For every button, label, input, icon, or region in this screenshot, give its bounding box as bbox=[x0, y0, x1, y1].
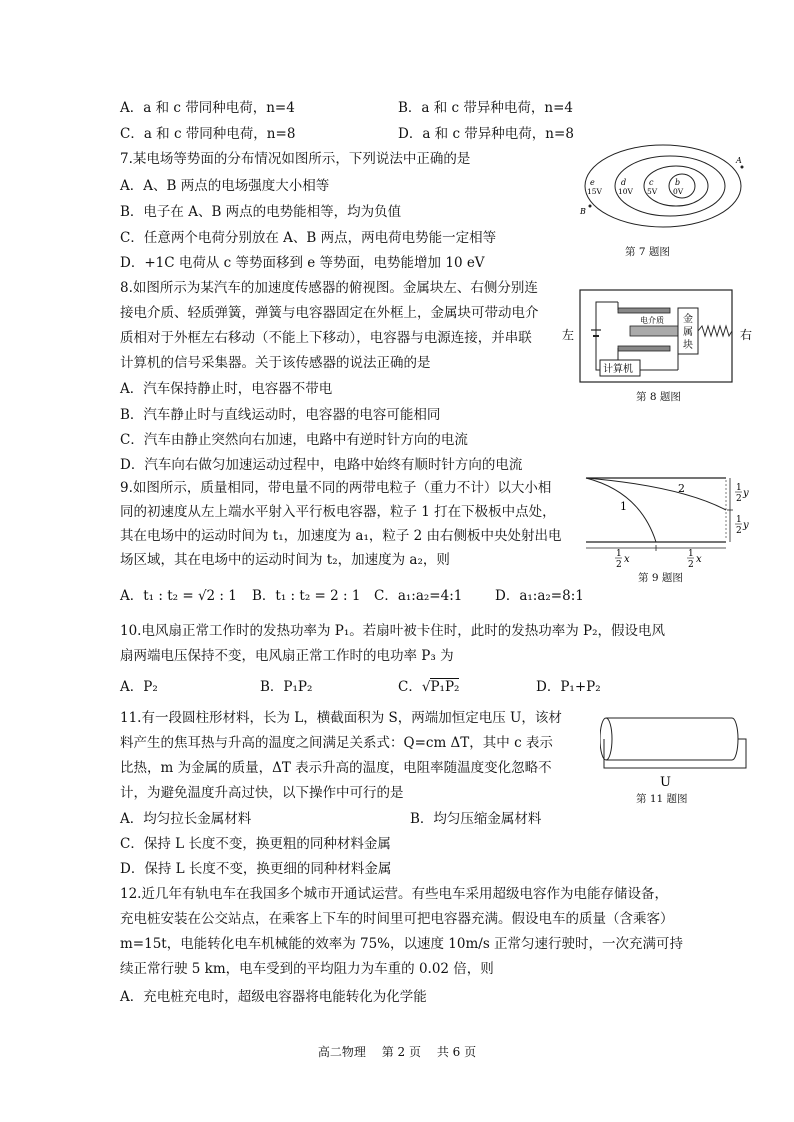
q12-option-a: A．充电桩充电时，超级电容器将电能转化为化学能 bbox=[120, 989, 427, 1005]
label-a-point: A bbox=[736, 156, 742, 165]
frac-x2-var: x bbox=[696, 554, 702, 565]
q8-option-c: C．汽车由静止突然向右加速，电路中有逆时针方向的电流 bbox=[120, 432, 468, 448]
label-b-v: 0V bbox=[673, 187, 684, 196]
label-p1: 1 bbox=[620, 500, 627, 513]
computer-label: 计算机 bbox=[603, 364, 633, 375]
footer-subject: 高二物理 bbox=[317, 1045, 366, 1059]
frac-x1-den: 2 bbox=[616, 560, 622, 570]
q8-stem-2: 接电介质、轻质弹簧，弹簧与电容器固定在外框上，金属块可带动电介 bbox=[120, 305, 539, 321]
cylinder-right-end bbox=[732, 718, 738, 760]
frac-x2-num: 1 bbox=[688, 549, 694, 559]
label-d: d bbox=[621, 178, 627, 187]
q12-stem-2: 充电桩安装在公交站点，在乘客上下车的时间里可把电容器充满。假设电车的质量（含乘客） bbox=[120, 911, 674, 927]
label-d-v: 10V bbox=[618, 187, 633, 196]
q11-cylinder-figure bbox=[600, 714, 750, 790]
q9-stem-2: 同的初速度从左上端水平射入平行板电容器，粒子 1 打在下极板中点处， bbox=[120, 504, 556, 520]
point-a bbox=[741, 166, 744, 169]
label-u: U bbox=[660, 775, 671, 790]
footer-page: 第 2 页 bbox=[381, 1045, 421, 1059]
frac-x1-num: 1 bbox=[616, 549, 622, 559]
q9-option-a: A．t₁ : t₂ = √2 : 1 bbox=[120, 588, 237, 604]
equipotential-e bbox=[585, 145, 741, 227]
label-b: b bbox=[675, 178, 681, 187]
label-e-v: 15V bbox=[587, 187, 602, 196]
frac-x1-var: x bbox=[624, 554, 630, 565]
q9-option-c: C．a₁:a₂=4:1 bbox=[374, 588, 463, 604]
q9-option-d: D．a₁:a₂=8:1 bbox=[495, 588, 584, 604]
q8-stem-4: 计算机的信号采集器。关于该传感器的说法正确的是 bbox=[120, 355, 431, 371]
q9-caption: 第 9 题图 bbox=[638, 572, 683, 584]
frac-y2-den: 2 bbox=[736, 526, 742, 536]
q11-option-a: A．均匀拉长金属材料 bbox=[120, 811, 252, 827]
q6-option-c: C．a 和 c 带同种电荷，n=8 bbox=[120, 126, 296, 142]
q10-option-a: A．P₂ bbox=[120, 679, 158, 695]
q10-stem-2: 扇两端电压保持不变，电风扇正常工作时的电功率 P₃ 为 bbox=[120, 648, 454, 664]
label-right: 右 bbox=[740, 328, 753, 342]
metal-label-2: 属 bbox=[683, 327, 693, 338]
frac-x2-den: 2 bbox=[688, 560, 694, 570]
q12-stem-4: 续正常行驶 5 km，电车受到的平均阻力为车重的 0.02 倍，则 bbox=[120, 961, 494, 977]
q11-stem-1: 11.有一段圆柱形材料，长为 L，横截面积为 S，两端加恒定电压 U，该材 bbox=[120, 710, 562, 726]
capacitor-plate-top bbox=[618, 308, 670, 313]
dielectric-label: 电介质 bbox=[640, 316, 664, 325]
q7-caption: 第 7 题图 bbox=[625, 246, 670, 258]
frac-y1-den: 2 bbox=[736, 494, 742, 504]
q7-option-a: A．A、B 两点的电场强度大小相等 bbox=[120, 178, 330, 194]
q11-stem-2: 料产生的焦耳热与升高的温度之间满足关系式：Q=cm ΔT，其中 c 表示 bbox=[120, 735, 553, 751]
q8-stem-3: 质相对于外框左右移动（不能上下移动），电容器与电源连接，并串联 bbox=[120, 330, 532, 346]
q10-option-c bbox=[398, 678, 459, 696]
q10-option-d: D．P₁+P₂ bbox=[536, 679, 601, 695]
q11-option-d: D．保持 L 长度不变，换更细的同种材料金属 bbox=[120, 861, 392, 877]
q8-sensor-figure bbox=[560, 286, 760, 386]
q9-option-b: B．t₁ : t₂ = 2 : 1 bbox=[252, 588, 361, 604]
q12-stem-1: 12.近几年有轨电车在我国多个城市开通试运营。有些电车采用超级电容作为电能存储设备， bbox=[120, 886, 668, 902]
page-footer bbox=[0, 1043, 794, 1060]
label-c-v: 5V bbox=[647, 187, 658, 196]
label-p2: 2 bbox=[678, 482, 685, 495]
q8-stem-1: 8.如图所示为某汽车的加速度传感器的俯视图。金属块左、右侧分别连 bbox=[120, 280, 538, 296]
label-e: e bbox=[590, 178, 595, 187]
q6-option-b: B．a 和 c 带异种电荷，n=4 bbox=[398, 100, 573, 116]
footer-total: 共 6 页 bbox=[436, 1045, 477, 1059]
metal-label-1: 金 bbox=[683, 314, 693, 325]
q10-option-c-expr: P₁P₂ bbox=[430, 679, 460, 695]
q8-option-b: B．汽车静止时与直线运动时，电容器的电容可能相同 bbox=[120, 407, 441, 423]
trajectory-2 bbox=[586, 478, 726, 510]
frac-y2-var: y bbox=[743, 520, 749, 531]
q10-option-b: B．P₁P₂ bbox=[260, 679, 313, 695]
q6-option-d: D．a 和 c 带异种电荷，n=8 bbox=[398, 126, 574, 142]
q11-option-c: C．保持 L 长度不变，换更粗的同种材料金属 bbox=[120, 836, 391, 852]
q8-option-a: A．汽车保持静止时，电容器不带电 bbox=[120, 381, 333, 397]
frac-y1-var: y bbox=[743, 488, 749, 499]
q7-option-b: B．电子在 A、B 两点的电势能相等，均为负值 bbox=[120, 204, 402, 220]
q11-caption: 第 11 题图 bbox=[636, 793, 688, 805]
q7-option-c: C．任意两个电荷分别放在 A、B 两点，两电荷电势能一定相等 bbox=[120, 230, 497, 246]
spring bbox=[698, 326, 732, 336]
label-c: c bbox=[649, 178, 654, 187]
sqrt-sign: √ bbox=[421, 679, 431, 695]
q6-option-a: A．a 和 c 带同种电荷，n=4 bbox=[120, 100, 295, 116]
point-b bbox=[589, 205, 592, 208]
q10-option-c-label: C． bbox=[398, 679, 422, 695]
q12-stem-3: m=15t，电能转化电车机械能的效率为 75%，以速度 10m/s 正常匀速行驶时，一次充满可持 bbox=[120, 936, 684, 952]
q9-stem-1: 9.如图所示，质量相同，带电量不同的两带电粒子（重力不计）以大小相 bbox=[120, 480, 552, 496]
circuit-wire bbox=[604, 739, 746, 768]
q7-equipotential-figure bbox=[578, 140, 748, 232]
q9-stem-3: 其在电场中的运动时间为 t₁，加速度为 a₁，粒子 2 由右侧板中央处射出电 bbox=[120, 528, 562, 544]
metal-label-3: 块 bbox=[683, 340, 693, 351]
q11-stem-4: 计，为避免温度升高过快，以下操作中可行的是 bbox=[120, 785, 404, 801]
q8-caption: 第 8 题图 bbox=[636, 391, 681, 403]
cylinder-left-end bbox=[600, 718, 612, 760]
label-b-point: B bbox=[580, 207, 586, 216]
label-left: 左 bbox=[562, 328, 575, 342]
q7-option-d: D．+1C 电荷从 c 等势面移到 e 等势面，电势能增加 10 eV bbox=[120, 255, 485, 271]
frac-y1-num: 1 bbox=[736, 483, 742, 493]
q11-stem-3: 比热，m 为金属的质量，ΔT 表示升高的温度，电阻率随温度变化忽略不 bbox=[120, 760, 552, 776]
q11-option-b: B．均匀压缩金属材料 bbox=[410, 811, 542, 827]
q9-capacitor-figure bbox=[580, 472, 758, 572]
q8-option-d: D．汽车向右做匀加速运动过程中，电路中始终有顺时针方向的电流 bbox=[120, 457, 523, 473]
capacitor-plate-bottom bbox=[618, 346, 670, 351]
q10-stem-1: 10.电风扇正常工作时的发热功率为 P₁。若扇叶被卡住时，此时的发热功率为 P₂，假设电风 bbox=[120, 623, 666, 639]
dielectric bbox=[630, 326, 678, 336]
frac-y2-num: 1 bbox=[736, 515, 742, 525]
q9-stem-4: 场区域，其在电场中的运动时间为 t₂，加速度为 a₂，则 bbox=[120, 552, 450, 568]
q7-stem: 7.某电场等势面的分布情况如图所示，下列说法中正确的是 bbox=[120, 151, 471, 167]
